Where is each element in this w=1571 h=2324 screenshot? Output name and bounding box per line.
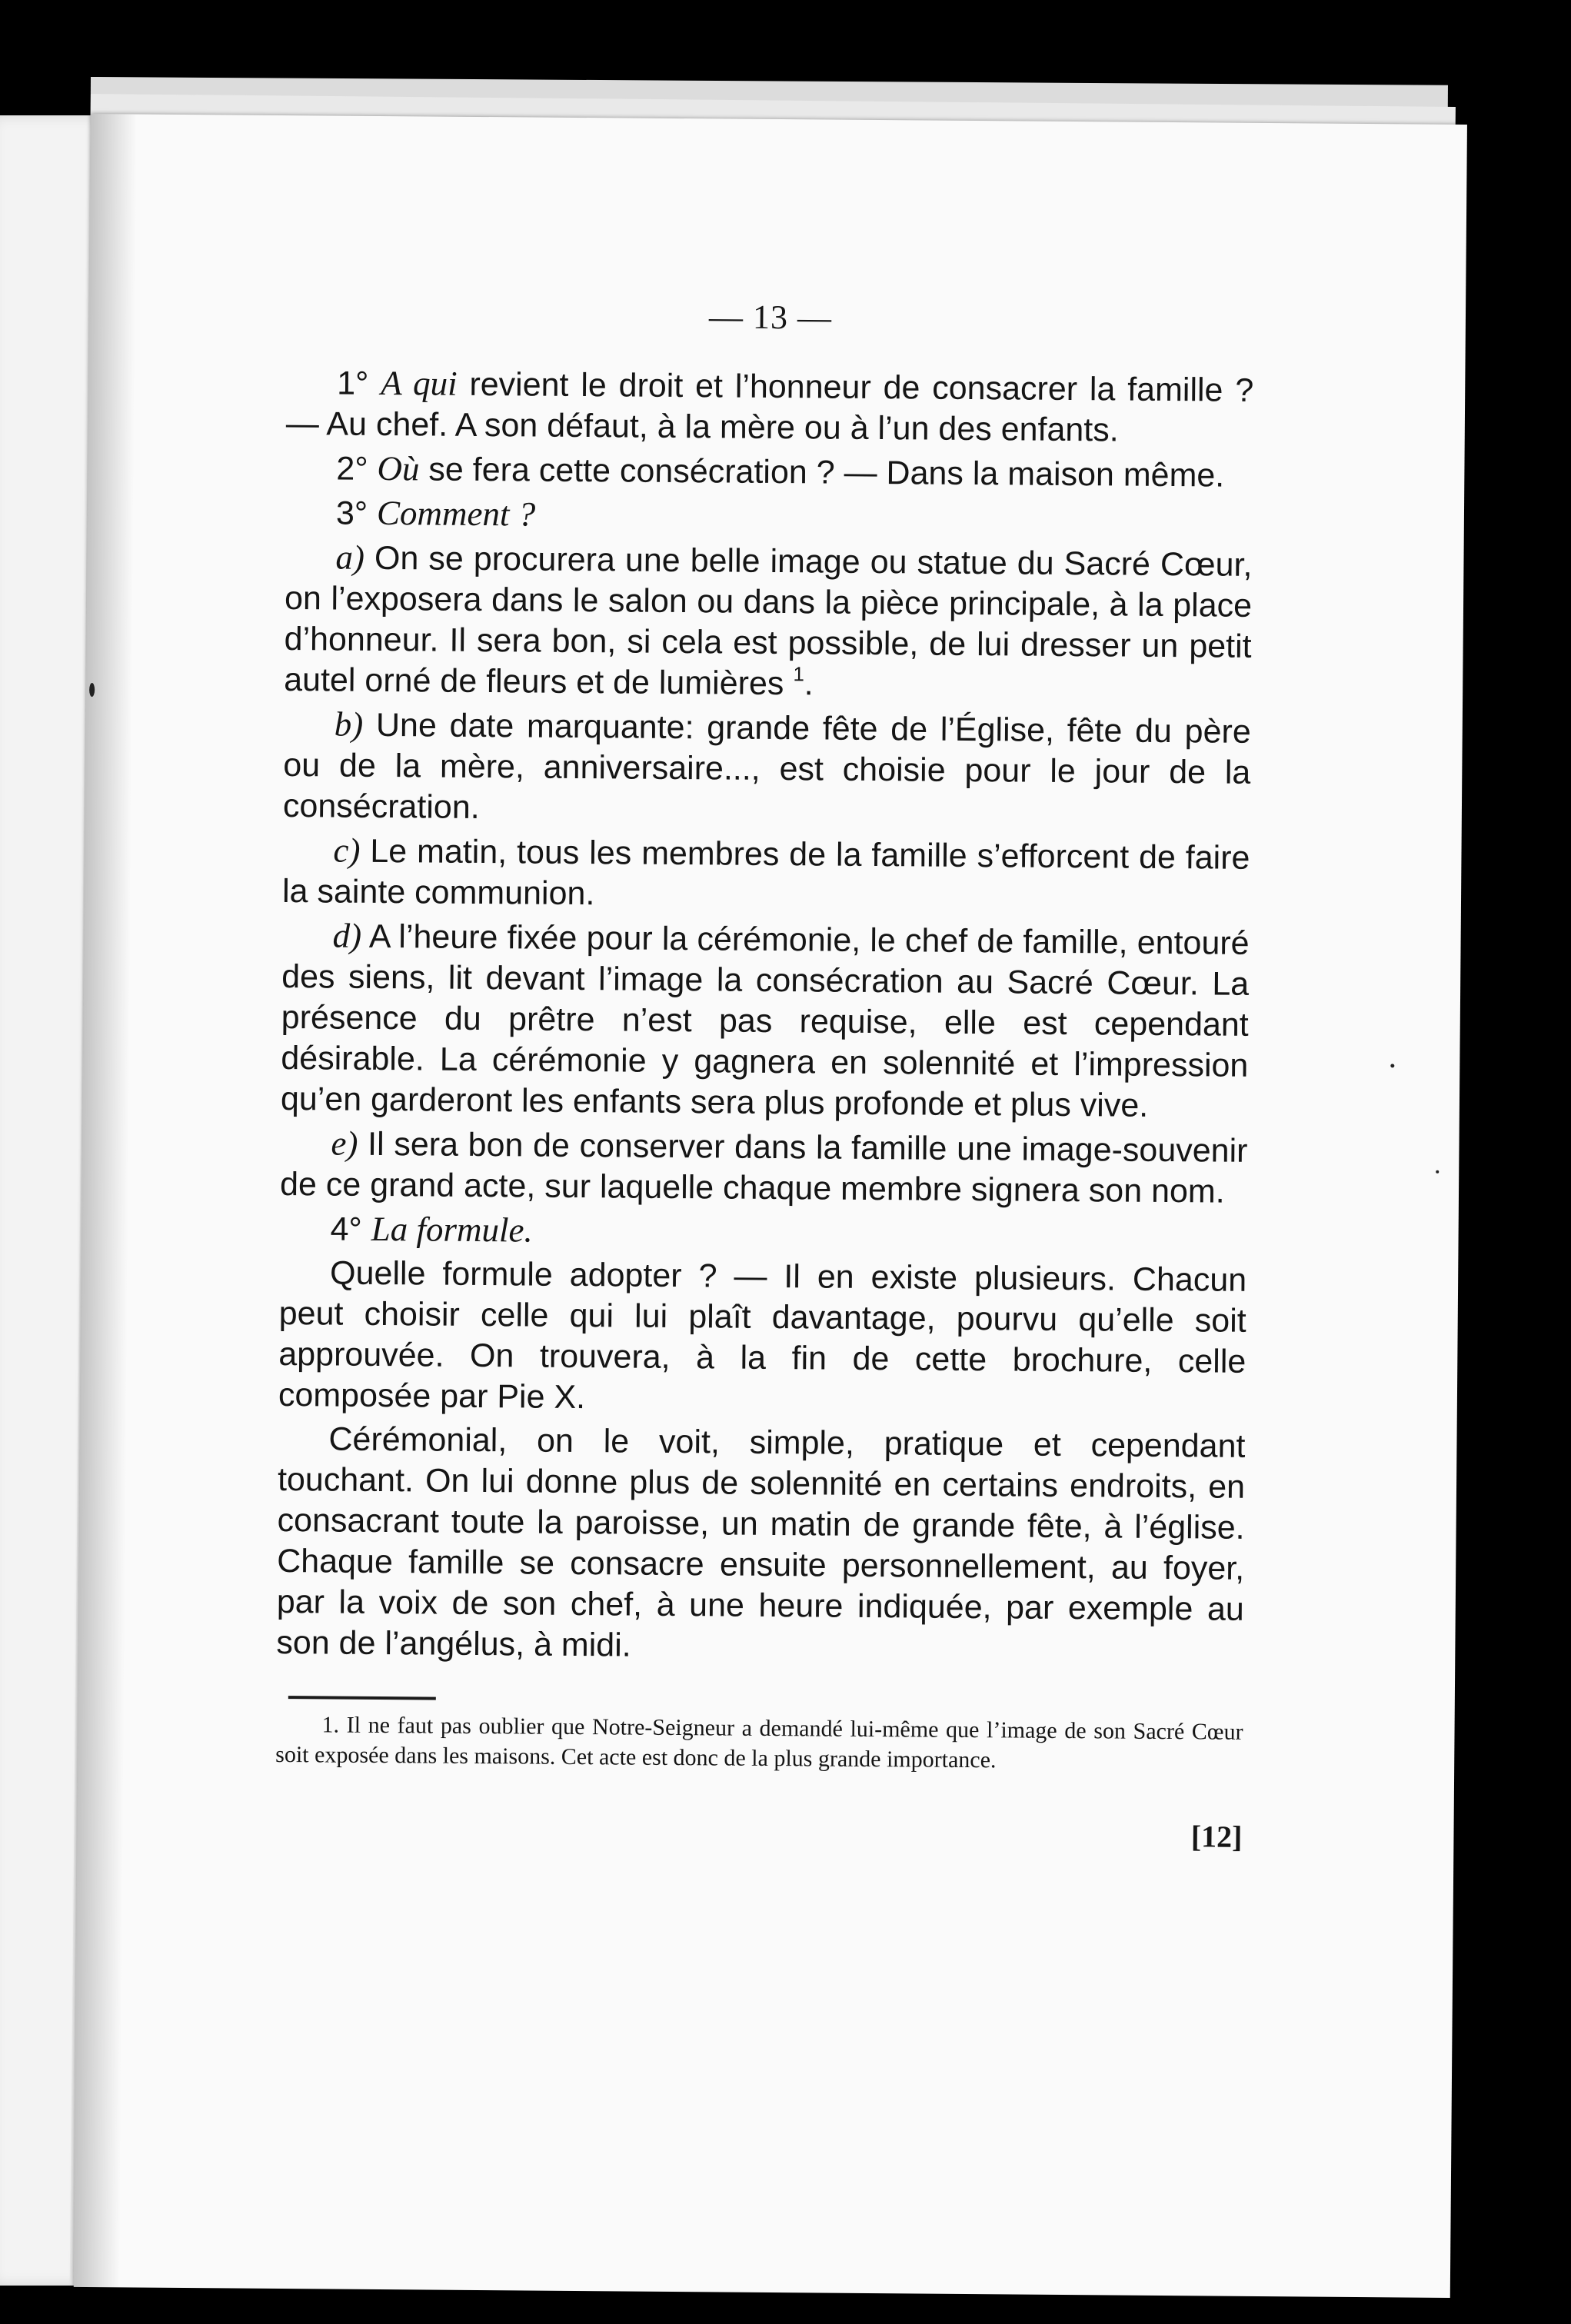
footnote: 1. Il ne faut pas oublier que Notre-Seigneur a demandé lui-même que l’image de son Sacré Cœur soit exposée dans les maisons. Cet acte est donc de la plus grande importance. <box>275 1712 1243 1773</box>
item-prefix: 1° <box>337 365 369 402</box>
paragraph-text: revient le droit et l’honneur de consacrer la famille ? — Au chef. A son défaut, à la mère ou à l’un des enfants. <box>285 365 1254 449</box>
footnote-marker: 1 <box>793 662 805 686</box>
item-label: e) <box>331 1124 358 1163</box>
body-text <box>276 362 1253 1671</box>
paragraph <box>276 1419 1245 1671</box>
paragraph <box>280 1123 1248 1213</box>
footnote-divider <box>288 1696 436 1700</box>
item-label: c) <box>333 831 361 870</box>
paragraph-text: Le matin, tous les membres de la famille s’efforcent de faire la sainte communion. <box>281 832 1250 913</box>
item-prefix: 4° <box>330 1210 362 1248</box>
paragraph <box>283 704 1251 834</box>
item-label: a) <box>335 538 365 577</box>
item-prefix: 2° <box>336 450 368 488</box>
paragraph <box>278 1253 1247 1423</box>
book-page <box>74 114 1467 2298</box>
paragraph <box>285 448 1253 497</box>
page-number-header: — 13 — <box>708 298 833 337</box>
paragraph <box>281 915 1250 1127</box>
paragraph-text: Une date marquante: grande fête de l’Église, fête du père ou de la mère, anniversaire..., est choisie pour le jour de la consécration. <box>282 706 1251 826</box>
paragraph-punctuation: . <box>804 665 814 703</box>
paragraph-text: Cérémonial, on le voit, simple, pratique et cependant touchant. On lui donne plus de solennité en certains endroits, en consacrant toute la paroisse, un matin de grande fête, à l’église. Chaque famille se consacre ensuite personnellement, au foyer, par la voix de son chef, à une heure indiquée, par exemple au son de l’angélus, à midi. <box>276 1420 1246 1664</box>
paragraph-text: Quelle formule adopter ? — Il en existe plusieurs. Chacun peut choisir celle qui lui plaît davantage, pourvu qu’elle soit approuvée. On trouvera, à la fin de cette brochure, celle composée par Pie X. <box>278 1254 1247 1417</box>
paragraph-text: A l’heure fixée pour la cérémonie, le chef de famille, entouré des siens, lit devant l’image la consécration au Sacré Cœur. La présence du prêtre n’est pas requise, elle est cependant désirable. La cérémonie y gagnera en solennité et l’impression qu’en garderont les enfants sera plus profonde et plus vive. <box>280 917 1250 1124</box>
paragraph <box>286 362 1254 452</box>
scan-speck <box>1390 1064 1394 1067</box>
item-prefix: 3° <box>335 494 368 532</box>
scan-speck <box>1436 1170 1439 1174</box>
item-label: La formule. <box>371 1209 533 1250</box>
paragraph-text: se fera cette consécration ? — Dans la maison même. <box>428 451 1225 494</box>
item-label: d) <box>332 916 362 955</box>
paragraph <box>284 537 1253 708</box>
paragraph <box>279 1208 1246 1257</box>
item-label: b) <box>334 704 364 744</box>
item-label: Où <box>377 448 420 488</box>
signature-mark: [12] <box>1190 1819 1243 1854</box>
paragraph-text: Il sera bon de conserver dans la famille une image-souvenir de ce grand acte, sur laquelle chaque membre signera son nom. <box>279 1125 1248 1210</box>
page-content <box>275 294 1254 1855</box>
item-label: A qui <box>381 363 458 403</box>
item-label: Comment ? <box>376 493 536 534</box>
paragraph <box>282 830 1250 920</box>
paragraph <box>285 492 1253 541</box>
paragraph-text: On se procurera une belle image ou statue du Sacré Cœur, on l’exposera dans le salon ou dans la pièce principale, à la place d’honneur. Il sera bon, si cela est possible, de lui dresser un petit autel orné de fleurs et de lumières <box>284 539 1253 703</box>
